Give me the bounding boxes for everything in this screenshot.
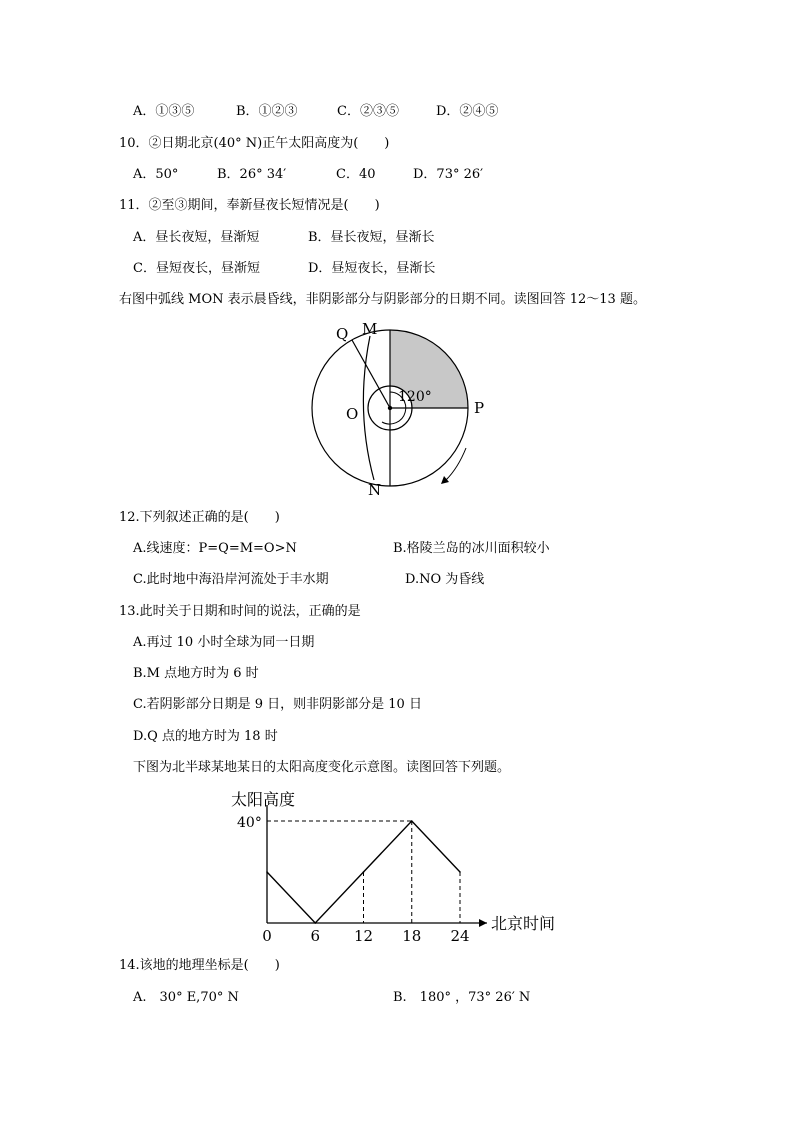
q9-option-d: D．②④⑤: [436, 104, 499, 119]
q14-option-a: A. 30° E,70° N: [133, 990, 239, 1005]
data-point: [411, 820, 413, 822]
q12-option-c: C.此时地中海沿岸河流处于丰水期: [133, 572, 329, 587]
q10-option-c: C．40: [336, 167, 376, 182]
q11-stem: 11．②至③期间，奉新昼夜长短情况是( ): [119, 198, 380, 213]
q14-option-b: B. 180° ，73° 26′ N: [393, 990, 531, 1005]
label-angle: 120°: [398, 389, 432, 405]
data-point: [266, 871, 268, 873]
x-tick-label: 12: [353, 927, 374, 945]
rotation-arrow: [446, 448, 466, 480]
data-point: [363, 871, 365, 873]
q9-option-c: C．②③⑤: [337, 104, 399, 119]
q11-option-a: A．昼长夜短，昼渐短: [133, 230, 260, 245]
terminator-diagram: [300, 318, 500, 498]
label-n: N: [368, 481, 382, 498]
q10-option-a: A．50°: [133, 167, 179, 182]
q11-option-d: D．昼短夜长，昼渐长: [308, 261, 436, 276]
q12-option-a: A.线速度：P=Q=M=O>N: [133, 541, 297, 556]
q13-option-c: C.若阴影部分日期是 9 日，则非阴影部分是 10 日: [133, 697, 422, 712]
q9-option-b: B．①②③: [236, 104, 298, 119]
q12-option-b: B.格陵兰岛的冰川面积较小: [393, 541, 550, 556]
q12-stem: 12.下列叙述正确的是( ): [119, 510, 280, 525]
label-p: P: [474, 399, 485, 417]
chart-ylabel: 太阳高度: [231, 790, 296, 809]
x-tick-label: 6: [310, 927, 321, 945]
label-m: M: [362, 320, 378, 338]
q11-option-b: B．昼长夜短，昼渐长: [308, 230, 435, 245]
intro-12-13: 右图中弧线 MON 表示晨昏线，非阴影部分与阴影部分的日期不同。读图回答 12～13 题。: [119, 292, 646, 307]
q13-option-b: B.M 点地方时为 6 时: [133, 666, 259, 681]
q10-option-b: B．26° 34′: [217, 167, 287, 182]
q10-stem: 10．②日期北京(40° N)正午太阳高度为( ): [119, 136, 390, 151]
q9-option-a: A．①③⑤: [133, 104, 195, 119]
pole-dot: [388, 406, 392, 410]
q12-option-d: D.NO 为昏线: [405, 572, 485, 587]
rotation-arrowhead-icon: [441, 476, 449, 484]
x-tick-label: 0: [262, 927, 272, 945]
intro-14: 下图为北半球某地某日的太阳高度变化示意图。读图回答下列题。: [133, 760, 511, 775]
sun-altitude-chart: [225, 785, 570, 945]
q13-option-a: A.再过 10 小时全球为同一日期: [133, 635, 315, 650]
chart-xlabel: 北京时间: [491, 914, 556, 933]
q10-option-d: D．73° 26′: [413, 167, 484, 182]
q13-stem: 13.此时关于日期和时间的说法，正确的是: [119, 604, 361, 619]
data-point: [459, 871, 461, 873]
label-o: O: [346, 405, 359, 423]
q14-stem: 14.该地的地理坐标是( ): [119, 958, 280, 973]
y-tick-label: 40°: [237, 815, 262, 831]
q13-option-d: D.Q 点的地方时为 18 时: [133, 729, 278, 744]
q11-option-c: C．昼短夜长，昼渐短: [133, 261, 260, 276]
label-q: Q: [336, 325, 349, 343]
x-tick-label: 24: [450, 927, 470, 945]
x-axis-arrow-icon: [479, 919, 487, 927]
x-tick-label: 18: [402, 927, 422, 945]
data-point: [314, 922, 316, 924]
